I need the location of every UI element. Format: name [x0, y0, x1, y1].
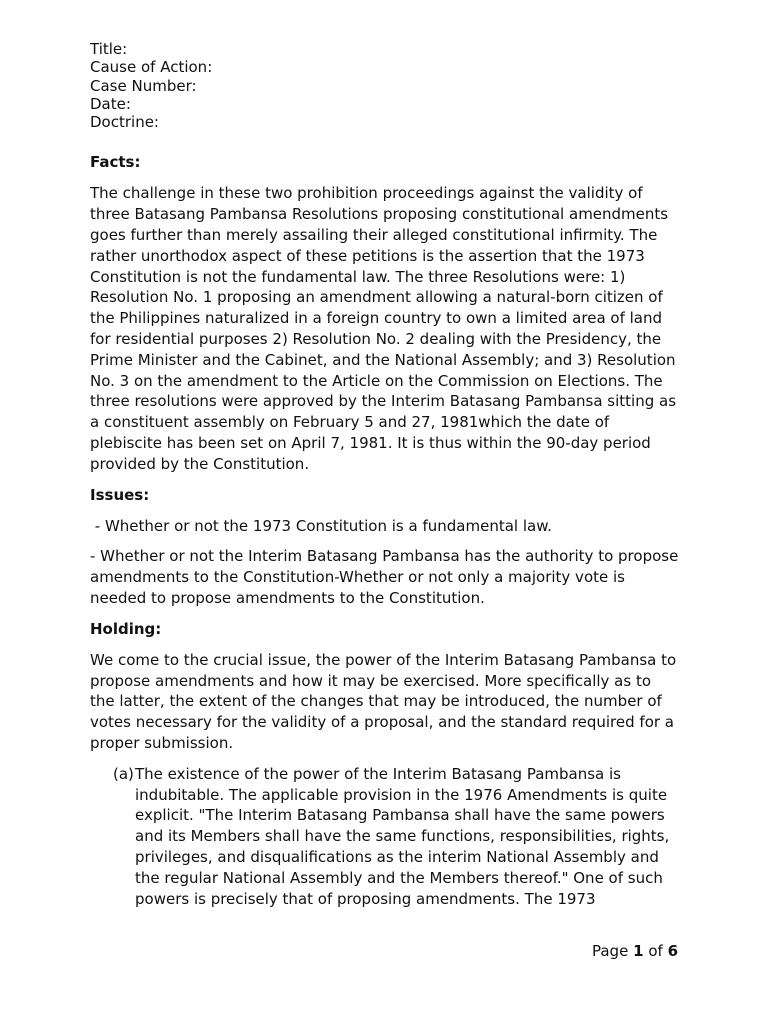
doctrine-label: Doctrine:	[90, 113, 159, 132]
list-item-text: The existence of the power of the Interim Batasang Pambansa is indubitable. The applicable provision in the 1976 Amendments is quite explicit. "The Interim Batasang Pambansa shall have the same powers and its Members shall have the same functions, responsibilities, rights, privileges, and disqualifications as the interim National Assembly and the regular National Assembly and the Members thereof." One of such powers is precisely that of proposing amendments. The 1973	[135, 764, 670, 908]
holding-heading: Holding:	[90, 619, 162, 638]
facts-heading: Facts:	[90, 153, 141, 172]
page-word: Page	[591, 942, 629, 960]
issue-item-1: - Whether or not the 1973 Constitution is a fundamental law.	[90, 516, 552, 535]
holding-paragraph: We come to the crucial issue, the power of the Interim Batasang Pambansa to propose amendments and how it may be exercised. More specifically as to the latter, the extent of the changes that may be introduced, the number of votes necessary for the validity of a proposal, and the standard required for a proper submission.	[90, 650, 677, 753]
title-label: Title:	[90, 40, 128, 58]
cause-of-action-label: Cause of Action:	[90, 58, 213, 77]
case-number-label: Case Number:	[90, 76, 197, 95]
current-page-number: 1	[633, 942, 644, 960]
page-number-footer	[592, 941, 678, 961]
case-header	[90, 40, 680, 131]
issue-item-2: - Whether or not the Interim Batasang Pambansa has the authority to propose amendments to the Constitution-Whether or not only a majority vote is needed to propose amendments to the Constitution.	[90, 547, 679, 608]
list-marker: (a)	[113, 764, 134, 783]
document-page	[90, 40, 680, 909]
of-word: of	[648, 942, 663, 960]
holding-list-item-a	[90, 764, 680, 910]
issues-heading: Issues:	[90, 485, 150, 504]
date-label: Date:	[90, 94, 131, 113]
total-pages-number: 6	[667, 942, 678, 960]
facts-paragraph: The challenge in these two prohibition proceedings against the validity of three Batasang Pambansa Resolutions proposing constitutional amendments goes further than merely assailing their alleged constitutional infirmity. The rather unorthodox aspect of these petitions is the assertion that the 1973 Constitution is not the fundamental law. The three Resolutions were: 1) Resolution No. 1 proposing an amendment allowing a natural-born citizen of the Philippines naturalized in a foreign country to own a limited area of land for residential purposes 2) Resolution No. 2 dealing with the Presidency, the Prime Minister and the Cabinet, and the National Assembly; and 3) Resolution No. 3 on the amendment to the Article on the Commission on Elections. The three resolutions were approved by the Interim Batasang Pambansa sitting as a constituent assembly on February 5 and 27, 1981which the date of plebiscite has been set on April 7, 1981. It is thus within the 90-day period provided by the Constitution.	[90, 184, 677, 473]
